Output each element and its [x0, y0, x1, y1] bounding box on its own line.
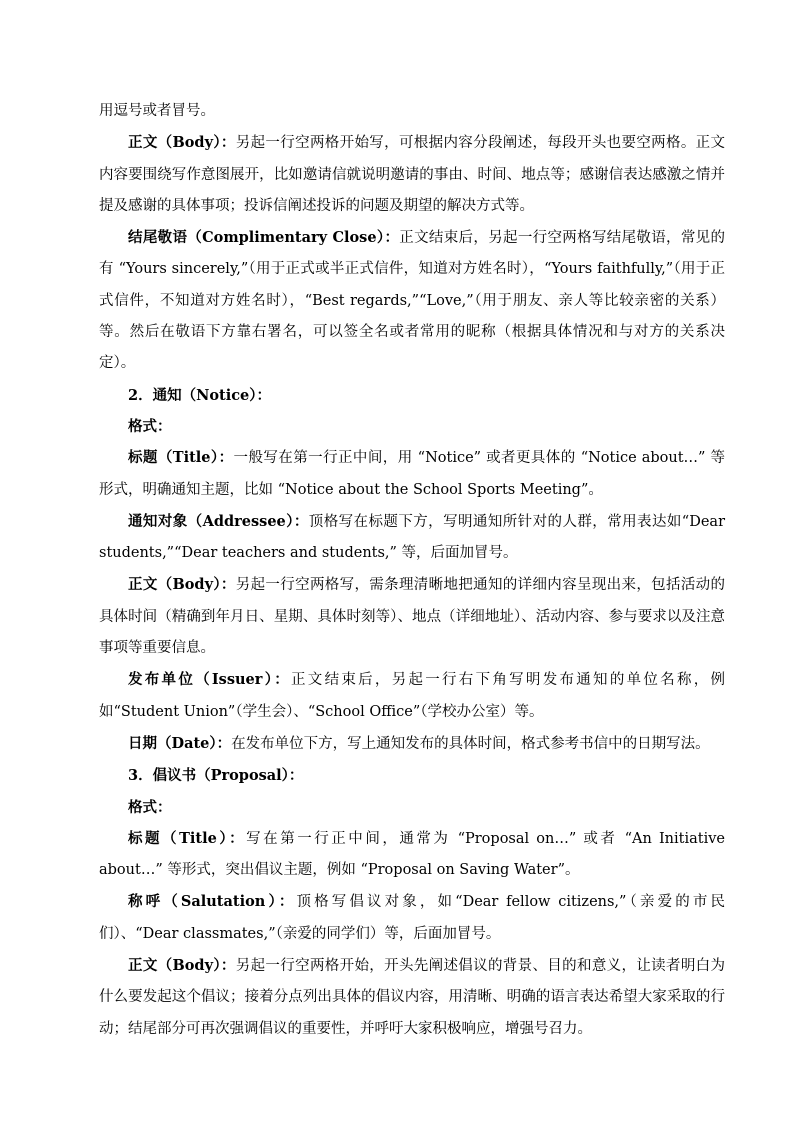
paragraph-text: 正文结束后，另起一行右下角写明发布通知的单位名称，例如“Student Union”（学生会）、“School Office”（学校办公室）等。 [99, 672, 725, 720]
paragraph [99, 96, 725, 127]
term-label: 正文（Body）： [128, 134, 236, 152]
term-label: 标题（Title）： [128, 449, 234, 467]
term-label: 正文（Body）： [128, 957, 236, 975]
term-label: 通知对象（Addressee）： [128, 512, 309, 530]
format-label: 格式： [128, 798, 172, 816]
notice-title-paragraph [99, 442, 725, 506]
section-heading-proposal: 3．倡议书（Proposal）： [128, 767, 304, 785]
term-label: 发布单位（Issuer）： [128, 671, 292, 689]
paragraph-text: 写在第一行正中间，通常为 “Proposal on…” 或者 “An Initiative about…” 等形式，突出倡议主题，例如 “Proposal on Saving Water”。 [99, 830, 725, 879]
proposal-body-paragraph [99, 950, 725, 1045]
paragraph-text: 在发布单位下方，写上通知发布的具体时间，格式参考书信中的日期写法。 [231, 735, 710, 752]
proposal-salutation-paragraph [99, 886, 725, 950]
paragraph-text: 用逗号或者冒号。 [99, 103, 215, 119]
notice-body-paragraph [99, 569, 725, 664]
paragraph-text: 另起一行空两格开始，开头先阐述倡议的背景、目的和意义，让读者明白为什么要发起这个倡议；接着分点列出具体的倡议内容，用清晰、明确的语言表达希望大家采取的行动；结尾部分可再次强调倡议的重要性，并呼吁大家积极响应，增强号召力。 [99, 958, 725, 1037]
notice-addressee-paragraph [99, 506, 725, 570]
term-label: 正文（Body）： [128, 576, 236, 594]
section-heading-notice: 2．通知（Notice）： [128, 386, 272, 404]
letter-closing-paragraph [99, 222, 725, 379]
notice-issuer-paragraph [99, 664, 725, 728]
document-page [99, 96, 725, 1045]
paragraph-text: 另起一行空两格开始写，可根据内容分段阐述，每段开头也要空两格。正文内容要围绕写作意图展开，比如邀请信就说明邀请的事由、时间、地点等；感谢信表达感激之情并提及感谢的具体事项；投诉信阐述投诉的问题及期望的解决方式等。 [99, 135, 725, 214]
term-label: 称呼（Salutation）： [128, 893, 297, 911]
term-label: 日期（Date）： [128, 734, 232, 752]
notice-date-paragraph [99, 728, 725, 760]
paragraph-text: 另起一行空两格写，需条理清晰地把通知的详细内容呈现出来，包括活动的具体时间（精确到年月日、星期、具体时刻等）、地点（详细地址）、活动内容、参与要求以及注意事项等重要信息。 [99, 577, 725, 657]
proposal-title-paragraph [99, 823, 725, 887]
paragraph-text: 顶格写倡议对象，如“Dear fellow citizens,”（亲爱的市民们）、“Dear classmates,”（亲爱的同学们）等，后面加冒号。 [99, 894, 725, 942]
term-label: 结尾敬语（Complimentary Close）： [128, 229, 400, 247]
term-label: 标题（Title）： [128, 829, 247, 847]
paragraph-text: 正文结束后，另起一行空两格写结尾敬语，常见的有 “Yours sincerely,”（用于正式或半正式信件，知道对方姓名时），“Yours faithfully,”（用于正式信件，不知道对方姓名时），“Best regards,”“Love,”（用于朋友、亲人等比较亲密的关系）等。然后在敬语下方靠右署名，可以签全名或者常用的昵称（根据具体情况和与对方的关系决定）。 [99, 230, 726, 372]
letter-body-paragraph [99, 127, 725, 222]
paragraph-text: 顶格写在标题下方，写明通知所针对的人群，常用表达如“Dear students,”“Dear teachers and students,” 等，后面加冒号。 [99, 513, 726, 562]
paragraph-text: 一般写在第一行正中间，用 “Notice” 或者更具体的 “Notice about…” 等形式，明确通知主题，比如 “Notice about the School Sports Meeting”。 [99, 450, 725, 498]
format-label: 格式： [128, 417, 172, 435]
